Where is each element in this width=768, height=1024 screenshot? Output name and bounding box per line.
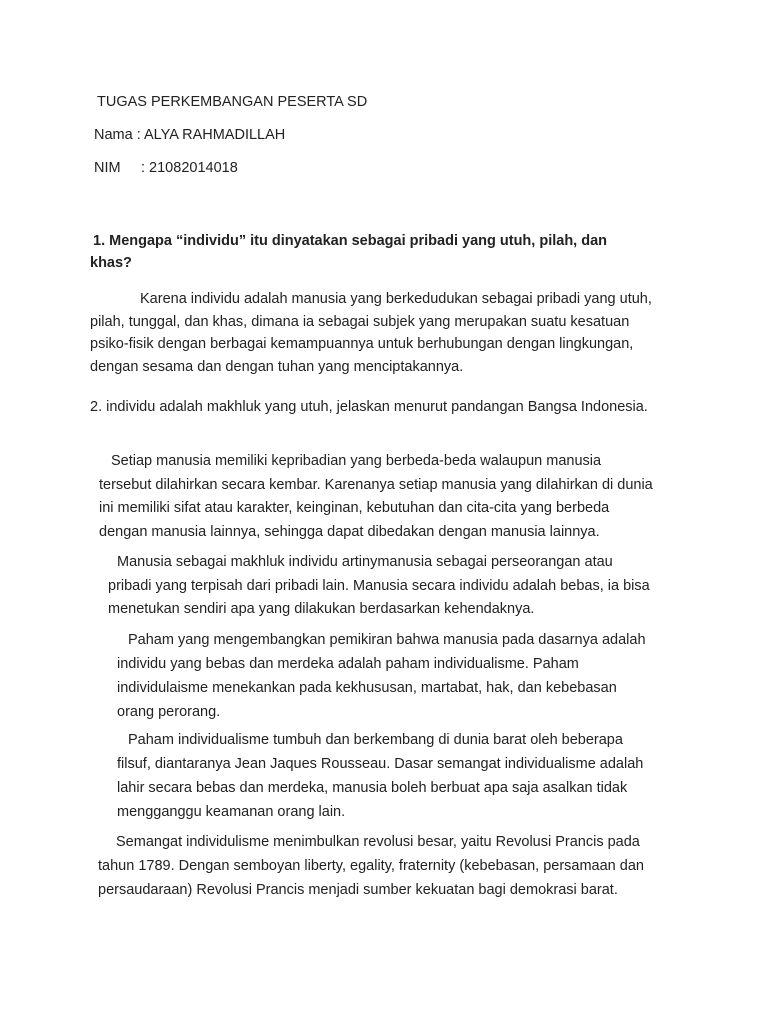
paragraph-line: Semangat individulisme menimbulkan revolusi besar, yaitu Revolusi Prancis pada (116, 834, 640, 850)
paragraph-line: individulaisme menekankan pada kekhususan, martabat, hak, dan kebebasan (117, 680, 617, 696)
question-1-line-2: khas? (90, 255, 132, 271)
paragraph-line: pribadi yang terpisah dari pribadi lain. Manusia secara individu adalah bebas, ia bisa (108, 577, 650, 594)
answer-1-line: pilah, tunggal, dan khas, dimana ia sebagai subjek yang merupakan suatu kesatuan (90, 313, 630, 330)
paragraph-line: ini memiliki sifat atau karakter, keinginan, kebutuhan dan cita-cita yang berbeda (99, 500, 610, 516)
paragraph-line: filsuf, diantaranya Jean Jaques Rousseau. Dasar semangat individualisme adalah (117, 756, 644, 772)
student-nim-value: : 21082014018 (141, 160, 238, 176)
student-nim-label: NIM (94, 160, 121, 176)
answer-1-line: Karena individu adalah manusia yang berkedudukan sebagai pribadi yang utuh, (140, 291, 652, 307)
paragraph-line: individu yang bebas dan merdeka adalah paham individualisme. Paham (117, 656, 579, 672)
answer-2-paragraph-2 (108, 551, 650, 622)
paragraph-line: tahun 1789. Dengan semboyan liberty, egality, fraternity (kebebasan, persamaan dan (98, 858, 644, 874)
answer-2-paragraph-1 (99, 450, 653, 544)
question-1-line-1: 1. Mengapa “individu” itu dinyatakan sebagai pribadi yang utuh, pilah, dan (93, 233, 608, 249)
answer-2-paragraph-4 (117, 728, 643, 824)
document-title: TUGAS PERKEMBANGAN PESERTA SD (97, 94, 368, 110)
paragraph-line: tersebut dilahirkan secara kembar. Karenanya setiap manusia yang dilahirkan di dunia (99, 476, 653, 493)
answer-2-paragraph-3 (117, 628, 646, 724)
paragraph-line: lahir secara bebas dan merdeka, manusia boleh berbuat apa saja asalkan tidak (117, 780, 628, 796)
student-name: Nama : ALYA RAHMADILLAH (94, 127, 286, 143)
paragraph-line: persaudaraan) Revolusi Prancis menjadi sumber kekuatan bagi demokrasi barat. (98, 882, 618, 898)
paragraph-line: orang perorang. (117, 704, 221, 720)
paragraph-line: mengganggu keamanan orang lain. (117, 804, 346, 820)
answer-1-paragraph (90, 288, 652, 378)
question-2: 2. individu adalah makhluk yang utuh, jelaskan menurut pandangan Bangsa Indonesia. (90, 399, 648, 415)
paragraph-line: menetukan sendiri apa yang dilakukan berdasarkan kehendaknya. (108, 601, 535, 617)
paragraph-line: Paham yang mengembangkan pemikiran bahwa manusia pada dasarnya adalah (128, 632, 646, 648)
paragraph-line: Setiap manusia memiliki kepribadian yang berbeda-beda walaupun manusia (111, 453, 602, 469)
paragraph-line: Manusia sebagai makhluk individu artinymanusia sebagai perseorangan atau (117, 554, 613, 570)
paragraph-line: Paham individualisme tumbuh dan berkembang di dunia barat oleh beberapa (128, 732, 623, 748)
answer-1-line: psiko-fisik dengan berbagai kemampuannya untuk berhubungan dengan lingkungan, (90, 336, 634, 352)
answer-2-paragraph-5 (98, 830, 644, 902)
paragraph-line: dengan manusia lainnya, sehingga dapat dibedakan dengan manusia lainnya. (99, 523, 600, 540)
answer-1-line: dengan sesama dan dengan tuhan yang menciptakannya. (90, 358, 464, 375)
